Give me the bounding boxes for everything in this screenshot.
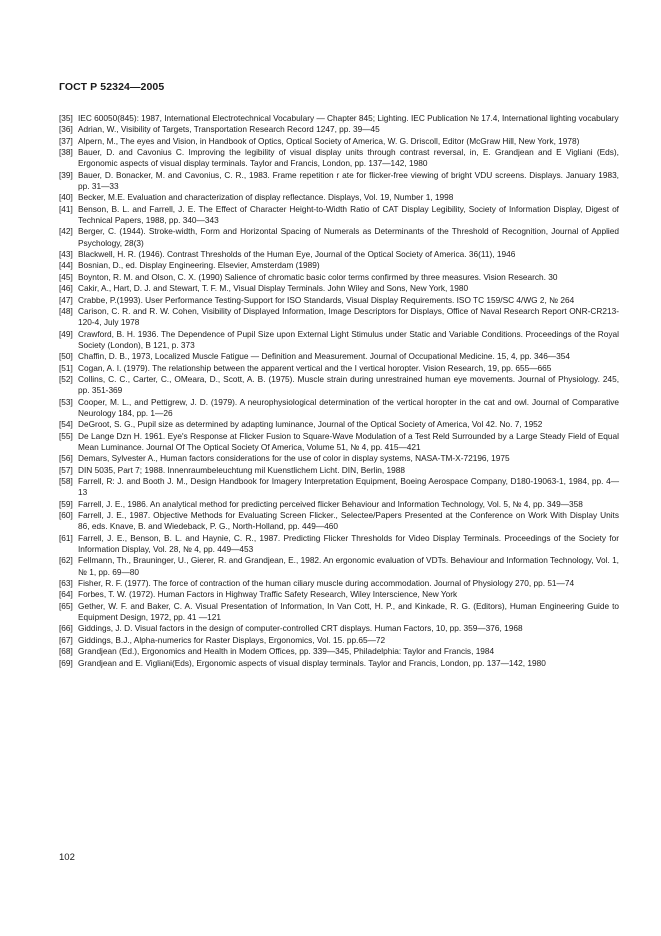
reference-number: [68] — [59, 646, 73, 657]
reference-text: Boynton, R. M. and Olson, C. X. (1990) Salience of chromatic basic color terms confirmed by three measures. Vision Research. 30 — [78, 271, 558, 282]
reference-text: Crabbe, P.(1993). User Performance Testing-Support for ISO Standards, Visual Display Requirements. ISO TC 159/SC 4/WG 2, № 264 — [78, 294, 575, 305]
reference-number: [55] — [59, 430, 73, 441]
reference-number: [40] — [59, 192, 73, 203]
reference-text: Collins, C. C., Carter, C., OMeara, D., Scott, A. B. (1975). Muscle strain during unrestrained human eye movements. Journal of Physiology. 245, pp. 351-369 — [78, 373, 619, 396]
reference-text: De Lange Dzn H. 1961. Eye's Response at Flicker Fusion to Square-Wave Modulation of a Test Reld Surrounded by a Large Steady Field of Equal Mean Luminance. Journal Of The Optical Society Of America, Volume 51, № 4, pp. 415—421 — [78, 430, 619, 452]
reference-item — [59, 329, 619, 352]
reference-item — [59, 555, 619, 578]
reference-text: Becker, M.E. Evaluation and characterization of display reflectance. Displays, Vol. 19, Number 1, 1998 — [78, 192, 454, 203]
reference-item — [59, 147, 619, 170]
reference-text: Bosnian, D., ed. Display Engineering. Elsevier, Amsterdam (1989) — [78, 260, 320, 271]
reference-text: Giddings, B.J., Alpha-numerics for Raster Displays, Ergonomics, Vol. 15. pp.65—72 — [78, 634, 386, 645]
reference-item — [59, 204, 619, 227]
reference-item — [59, 646, 619, 657]
reference-item — [59, 306, 619, 329]
reference-number: [47] — [59, 294, 73, 305]
reference-text: Fisher, R. F. (1977). The force of contraction of the human ciliary muscle during accommodation. Journal of Physiology 270, pp. 51—74 — [78, 578, 575, 589]
reference-number: [57] — [59, 464, 73, 475]
reference-item — [59, 136, 619, 147]
reference-number: [64] — [59, 589, 73, 600]
reference-item — [59, 533, 619, 556]
reference-text: Bauer, D. Bonacker, M. and Cavonius, C. R., 1983. Frame repetition r ate for flicker-free viewing of bright VDU screens. Displays. January 1983, pp. 31—33 — [78, 169, 619, 192]
reference-number: [35] — [59, 113, 73, 123]
reference-item — [59, 249, 619, 260]
reference-text: Farrell, J. E., Benson, B. L. and Haynie, C. R., 1987. Predicting Flicker Thresholds for Video Display Terminals. Proceedings of the Society for Information Display, Vol. 28, № 4, pp. 449—453 — [78, 532, 619, 555]
reference-number: [54] — [59, 419, 73, 430]
reference-item — [59, 226, 619, 249]
reference-item — [59, 431, 619, 454]
reference-item — [59, 578, 619, 589]
reference-text: Bauer, D. and Cavonius C. Improving the legibility of visual display units through contrast reversal, in, E. Grandjean and E Vigliani (Eds), Ergonomic aspects of visual display terminals. Taylor and Francis, London, pp. 137—142, 1980 — [78, 147, 619, 169]
reference-item — [59, 170, 619, 193]
reference-text: Grandjean and E. Vigliani(Eds), Ergonomic aspects of visual display terminals. Taylor and Francis, London, pp. 137—142, 1980 — [78, 657, 546, 668]
reference-number: [44] — [59, 260, 73, 271]
reference-list — [59, 113, 619, 669]
reference-text: Berger, C. (1944). Stroke-width, Form and Horizontal Spacing of Numerals as Determinants of the Threshold of Recognition, Journal of Applied Psychology, 28(3) — [78, 226, 619, 248]
reference-item — [59, 419, 619, 430]
reference-number: [51] — [59, 362, 73, 373]
reference-item — [59, 363, 619, 374]
reference-item — [59, 283, 619, 294]
reference-number: [69] — [59, 657, 73, 668]
reference-number: [48] — [59, 305, 73, 316]
reference-text: Grandjean (Ed.), Ergonomics and Health in Modem Offices, pp. 339—345, Philadelphia: Taylor and Francis, 1984 — [78, 646, 495, 657]
reference-number: [45] — [59, 271, 73, 282]
reference-item — [59, 601, 619, 624]
reference-number: [63] — [59, 578, 73, 589]
reference-text: Benson, B. L. and Farrell, J. E. The Effect of Character Height-to-Width Ratio of CAT Display Legibility, Society of Information Display, Digest of Technical Papers, 1988, pp. 340—343 — [78, 203, 619, 226]
reference-item — [59, 499, 619, 510]
reference-item — [59, 295, 619, 306]
reference-number: [62] — [59, 555, 73, 566]
reference-text: Adrian, W., Visibility of Targets, Transportation Research Record 1247, pp. 39—45 — [78, 124, 380, 135]
reference-number: [58] — [59, 476, 73, 486]
reference-number: [41] — [59, 203, 73, 214]
reference-text: Cogan, A. I. (1979). The relationship between the apparent vertical and the I vertical horopter. Vision Research, 19, pp. 655—665 — [78, 362, 552, 373]
reference-number: [65] — [59, 600, 73, 611]
reference-text: Crawford, B. H. 1936. The Dependence of Pupil Size upon External Light Stimulus under Static and Variable Conditions. Proceedings of the Royal Society (London), B 121, p. 373 — [78, 328, 619, 350]
reference-number: [38] — [59, 147, 73, 158]
reference-text: DeGroot, S. G., Pupil size as determined by adapting luminance, Journal of the Optical Society of America, Vol 42. No. 7, 1952 — [78, 419, 543, 430]
reference-item — [59, 623, 619, 634]
reference-number: [43] — [59, 249, 73, 260]
reference-number: [61] — [59, 532, 73, 543]
reference-text: Cooper, M. L., and Pettigrew, J. D. (1979). A neurophysiological determination of the vertical horopter in the cat and owl. Journal of Comparative Neurology 184, pp. 1—26 — [78, 396, 619, 418]
reference-number: [60] — [59, 510, 73, 521]
reference-number: [39] — [59, 169, 73, 180]
reference-item — [59, 589, 619, 600]
reference-item — [59, 124, 619, 135]
reference-item — [59, 351, 619, 362]
reference-text: Farrell, R: J. and Booth J. M., Design Handbook for Imagery Interpretation Equipment, Boeing Aerospace Company, D180-19063-1, 1984, pp. 4—13 — [78, 476, 619, 498]
reference-number: [50] — [59, 351, 73, 362]
page-number: 102 — [59, 852, 75, 863]
reference-text: Fellmann, Th., Brauninger, U., Gierer, R. and Grandjean, E., 1982. An ergonomic evaluation of VDTs. Behaviour and Information Technology, Vol. 1, № 1, pp. 69—80 — [78, 555, 619, 577]
reference-text: Demars, Sylvester A., Human factors considerations for the use of color in display systems, NASA-TM-X-72196, 1975 — [78, 453, 510, 464]
reference-item — [59, 476, 619, 499]
reference-number: [37] — [59, 135, 73, 146]
reference-text: Gether, W. F. and Baker, C. A. Visual Presentation of Information, In Van Cott, H. P., and Kinkade, R. G. (Editors), Human Engineering Guide to Equipment Design, 1972, pp. 41 —121 — [78, 600, 619, 623]
reference-number: [49] — [59, 328, 73, 339]
reference-number: [67] — [59, 634, 73, 645]
reference-text: Blackwell, H. R. (1946). Contrast Thresholds of the Human Eye, Journal of the Optical Society of America. 36(11), 1946 — [78, 249, 516, 260]
reference-item — [59, 465, 619, 476]
reference-text: Cakir, A., Hart, D. J. and Stewart, T. F. M., Visual Display Terminals. John Wiley and Sons, New York, 1980 — [78, 283, 469, 294]
reference-text: DIN 5035, Part 7; 1988. Innenraumbeleuchtung mil Kuenstlichem Licht. DIN, Berlin, 1988 — [78, 464, 405, 475]
reference-text: Farrell, J. E., 1986. An analytical method for predicting perceived flicker Behaviour and Information Technology, Vol. 5, № 4, pp. 349—358 — [78, 498, 583, 509]
page-header: ГОСТ Р 52324—2005 — [59, 81, 165, 93]
reference-number: [36] — [59, 124, 73, 135]
reference-item — [59, 260, 619, 271]
reference-number: [46] — [59, 283, 73, 294]
reference-text: Farrell, J. E., 1987. Objective Methods for Evaluating Screen Flicker., Selectee/Papers Presented at the Conference on Work With Display Units 86, eds. Knave, B. and Wiedeback, P. G., North-Holland, pp. 449—460 — [78, 510, 619, 532]
reference-number: [59] — [59, 498, 73, 509]
reference-item — [59, 113, 619, 124]
reference-number: [52] — [59, 373, 73, 384]
reference-item — [59, 658, 619, 669]
reference-text: Giddings, J. D. Visual factors in the design of computer-controlled CRT displays. Human Factors, 10, pp. 359—376, 1968 — [78, 623, 523, 634]
reference-number: [66] — [59, 623, 73, 634]
reference-item — [59, 272, 619, 283]
reference-text: Carison, C. R. and R. W. Cohen, Visibility of Displayed Information, Image Descriptors for Displays, Office of Naval Research Report ONR-CR213-120-4, July 1978 — [78, 305, 619, 328]
reference-text: IEC 60050(845): 1987, International Electrotechnical Vocabulary — Chapter 845; Lighting. IEC Publication № 17.4, International lighting vocabulary — [78, 113, 619, 123]
reference-text: Alpern, M., The eyes and Vision, in Handbook of Optics, Optical Society of America, W. G. Driscoll, Editor (McGraw Hill, New York, 1978) — [78, 135, 580, 146]
reference-item — [59, 453, 619, 464]
reference-number: [56] — [59, 453, 73, 464]
reference-text: Forbes, T. W. (1972). Human Factors in Highway Traffic Safety Research, Wiley Interscience, New York — [78, 589, 458, 600]
reference-number: [42] — [59, 226, 73, 237]
reference-item — [59, 192, 619, 203]
reference-item — [59, 374, 619, 397]
reference-number: [53] — [59, 396, 73, 407]
reference-item — [59, 635, 619, 646]
reference-item — [59, 510, 619, 533]
reference-item — [59, 397, 619, 420]
reference-text: Chaffin, D. B., 1973, Localized Muscle Fatigue — Definition and Measurement. Journal of Occupational Medicine. 15, 4, pp. 346—354 — [78, 351, 570, 362]
